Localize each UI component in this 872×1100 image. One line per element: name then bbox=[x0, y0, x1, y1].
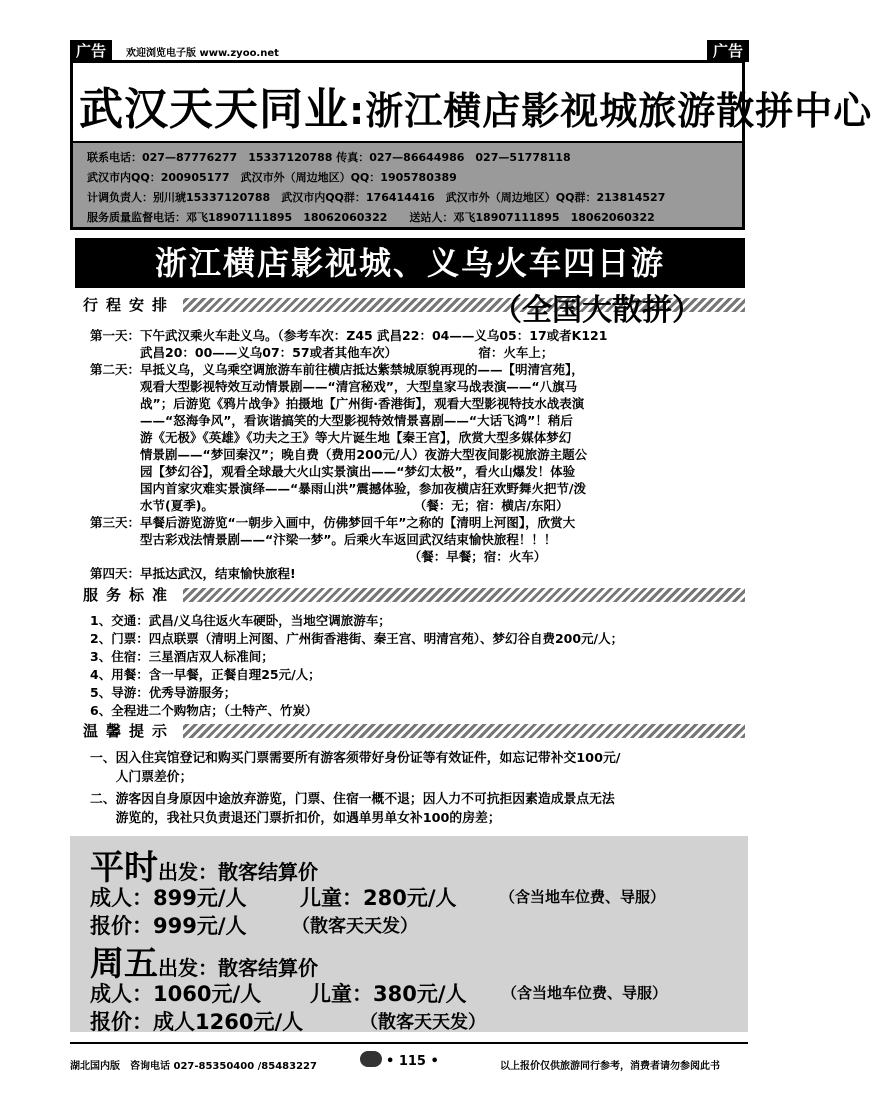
footer-right: 以上报价仅供旅游同行参考，消费者请勿参阅此书 bbox=[500, 1061, 720, 1072]
itinerary-line: 园【梦幻谷】，观看全球最大火山实景演出——“梦幻太极”，看火山爆发！体验 bbox=[90, 464, 576, 479]
contact-line-3: 计调负责人：别川琥15337120788 武汉市内QQ群：176414416 武汉市外（周边地区）QQ群：213814527 bbox=[87, 191, 666, 204]
itinerary-line: ——“怒海争风”，看诙谐搞笑的大型影视特效情景喜剧——“大话飞鸿”！稍后 bbox=[90, 413, 573, 428]
weekday-note: （含当地车位费、导服） bbox=[500, 888, 666, 906]
ad-label-right: 广告 bbox=[707, 40, 749, 62]
footer-left: 湖北国内版 咨询电话 027-85350400 /85483227 bbox=[70, 1061, 317, 1072]
section-tips bbox=[75, 720, 745, 742]
itinerary-line: 战”；后游览《鸦片战争》拍摄地【广州街·香港街】，观看大型影视特技水战表演 bbox=[90, 396, 585, 411]
footer-rule bbox=[70, 1042, 748, 1044]
weekday-rest: 出发：散客结算价 bbox=[158, 860, 318, 884]
tip-line: 游览的，我社只负责退还门票折扣价，如遇单男单女补100的房差； bbox=[90, 811, 501, 826]
section-label-service: 服务标准 bbox=[75, 584, 183, 606]
friday-adult: 成人：1060元/人 bbox=[90, 982, 262, 1006]
friday-quote: 报价：成人1260元/人 bbox=[90, 1010, 304, 1034]
ad-label-left: 广告 bbox=[70, 40, 112, 62]
itinerary-line: 国内首家灾难实景演绎——“暴雨山洪”震撼体验，参加夜横店狂欢野舞火把节/泼 bbox=[90, 481, 586, 496]
itinerary-line: 第二天：早抵义乌，义乌乘空调旅游车前往横店抵达紫禁城原貌再现的——【明清宫苑】， bbox=[90, 362, 584, 377]
weekday-child: 儿童：280元/人 bbox=[300, 886, 457, 910]
service-line: 4、用餐：含一早餐，正餐自理25元/人； bbox=[90, 667, 321, 682]
title-colon: : bbox=[349, 89, 366, 133]
friday-daily: （散客天天发） bbox=[360, 1012, 486, 1033]
section-label-itinerary: 行程安排 bbox=[75, 294, 183, 316]
contact-line-1: 联系电话：027—87776277 15337120788 传真：027—86644986 027—51778118 bbox=[87, 151, 571, 164]
tip-line: 二、游客因自身原因中途放弃游览，门票、住宿一概不退；因人力不可抗拒因素造成景点无法 bbox=[90, 792, 615, 807]
contact-line-4: 服务质量监督电话：邓飞18907111895 18062060322 送站人：邓飞18907111895 18062060322 bbox=[87, 211, 655, 224]
site-text: 欢迎浏览电子版 www.zyoo.net bbox=[126, 48, 279, 59]
page-number: • 115 • bbox=[386, 1054, 439, 1069]
tip-line: 人门票差价； bbox=[90, 770, 193, 785]
title-sub: 浙江横店影视城旅游散拼中心 bbox=[365, 89, 872, 133]
friday-rest: 出发：散客结算价 bbox=[158, 956, 318, 980]
friday-note: （含当地车位费、导服） bbox=[502, 984, 668, 1002]
weekday-daily: （散客天天发） bbox=[292, 916, 418, 937]
section-service bbox=[75, 584, 745, 606]
service-line: 1、交通：武昌/义乌往返火车硬卧，当地空调旅游车； bbox=[90, 613, 391, 628]
footer-logo-icon bbox=[360, 1051, 382, 1067]
itinerary-line: 情景剧——“梦回秦汉”；晚自费（费用200元/人）夜游大型夜间影视旅游主题公 bbox=[90, 447, 588, 462]
itinerary-line: 武昌20：00——义乌07：57或者其他车次） 宿：火车上； bbox=[90, 345, 554, 360]
section-label-tips: 温馨提示 bbox=[75, 720, 183, 742]
service-line: 2、门票：四点联票（清明上河图、广州街香港街、秦王宫、明清宫苑）、梦幻谷自费200元/人； bbox=[90, 631, 624, 646]
friday-child: 儿童：380元/人 bbox=[310, 982, 467, 1006]
itinerary-line: 第四天：早抵达武汉，结束愉快旅程! bbox=[90, 566, 296, 581]
header-block bbox=[70, 60, 872, 230]
itinerary-line: 观看大型影视特效互动情景剧——“清宫秘戏”，大型皇家马战表演——“八旗马 bbox=[90, 379, 578, 394]
banner-title: 浙江横店影视城、义乌火车四日游 bbox=[75, 238, 745, 288]
pricing-block bbox=[70, 836, 748, 1032]
friday-big: 周五 bbox=[90, 944, 158, 984]
itinerary-line: 水节(夏季)。 （餐：无；宿：横店/东阳） bbox=[90, 498, 569, 513]
weekday-quote: 报价：999元/人 bbox=[90, 914, 247, 938]
service-line: 3、住宿：三星酒店双人标准间； bbox=[90, 649, 274, 664]
header-title bbox=[79, 73, 872, 137]
weekday-big: 平时 bbox=[90, 848, 158, 888]
tip-line: 一、因入住宾馆登记和购买门票需要所有游客须带好身份证等有效证件，如忘记带补交100元/ bbox=[90, 751, 621, 766]
itinerary-line: 第三天：早餐后游览游览“一朝步入画中，仿佛梦回千年”之称的【清明上河图】，欣赏大 bbox=[90, 515, 576, 530]
weekday-adult: 成人：899元/人 bbox=[90, 886, 247, 910]
title-main: 武汉天天同业 bbox=[79, 84, 349, 135]
itinerary-line: 第一天：下午武汉乘火车赴义乌。（参考车次：Z45 武昌22：04——义乌05：17或者K121 bbox=[90, 328, 608, 343]
itinerary-line: 型古彩戏法情景剧——“汴梁一梦”。后乘火车返回武汉结束愉快旅程！！！ bbox=[90, 532, 557, 547]
title-bar bbox=[73, 63, 872, 143]
itinerary-line: （餐：早餐；宿：火车） bbox=[90, 549, 547, 564]
tagline: （全国大散拼） bbox=[492, 293, 702, 328]
service-line: 6、全程进二个购物店；（土特产、竹炭） bbox=[90, 703, 318, 718]
contact-line-2: 武汉市内QQ：200905177 武汉市外（周边地区）QQ：1905780389 bbox=[87, 171, 457, 184]
itinerary-line: 游《无极》《英雄》《功夫之王》等大片诞生地【秦王宫】，欣赏大型多媒体梦幻 bbox=[90, 430, 572, 445]
service-line: 5、导游：优秀导游服务； bbox=[90, 685, 237, 700]
